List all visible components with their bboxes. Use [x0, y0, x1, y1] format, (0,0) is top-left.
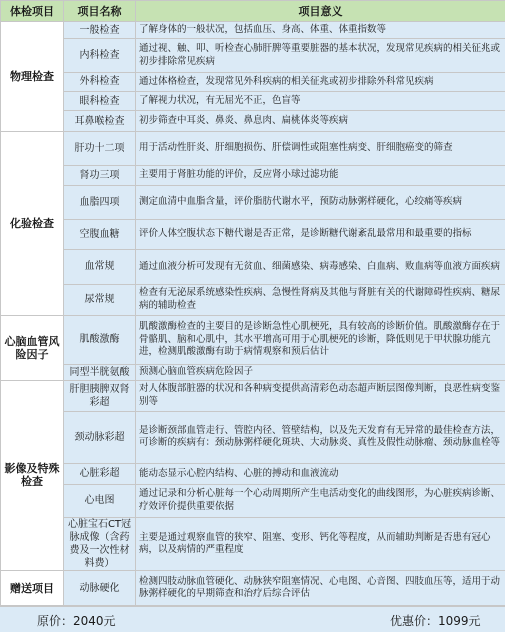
- item-meaning-cell: 测定血清中血脂含量，评价脂肪代谢水平，预防动脉粥样硬化，心绞痛等疾病: [136, 185, 505, 220]
- item-name-cell: 空腹血糖: [64, 220, 136, 249]
- table-row: [1, 485, 505, 518]
- table-body: [1, 22, 505, 606]
- table-row: [1, 166, 505, 185]
- item-meaning-cell: 是诊断颈部血管走行、管腔内径、管壁结构，以及先天发育有无异常的最佳检查方法，可诊断的疾病有：颈动脉粥样硬化斑块、大动脉炎、真性及假性动脉瘤、颈动脉血栓等: [136, 412, 505, 464]
- price-footer: [0, 606, 505, 632]
- item-meaning-cell: 对人体腹部脏器的状况和各种病变提供高清彩色动态超声断层图像判断，良恶性病变鉴别等: [136, 380, 505, 411]
- item-name-cell: 肌酸激酶: [64, 315, 136, 365]
- item-meaning-cell: 肌酸激酶检查的主要目的是诊断急性心肌梗死，具有较高的诊断价值。肌酸激酶存在于骨骼肌、脑和心肌中，其水平增高可用于心肌梗死的诊断，降低则见于甲状腺功能亢进，检测肌酸激酶有助于病情观察和预后估计: [136, 315, 505, 365]
- table-row: [1, 571, 505, 606]
- table-row: [1, 220, 505, 249]
- item-meaning-cell: 通过记录和分析心脏每一个心动周期所产生电活动变化的曲线图形，为心脏疾病诊断、疗效评价提供重要依据: [136, 485, 505, 518]
- item-meaning-cell: 主要是通过观察血管的狭窄、阻塞、变形、钙化等程度，从而辅助判断是否患有冠心病，以及病情的严重程度: [136, 517, 505, 571]
- table-row: [1, 111, 505, 131]
- item-meaning-cell: 通过血液分析可发现有无贫血、细菌感染、病毒感染、白血病、败血病等血液方面疾病: [136, 249, 505, 285]
- table-row: [1, 185, 505, 220]
- item-name-cell: 外科检查: [64, 72, 136, 91]
- item-meaning-cell: 了解身体的一般状况，包括血压、身高、体重、体重指数等: [136, 22, 505, 39]
- item-name-cell: 尿常规: [64, 285, 136, 315]
- item-name-cell: 心脏宝石CT冠脉成像（含药费及一次性材料费）: [64, 517, 136, 571]
- table-row: [1, 92, 505, 111]
- item-name-cell: 肝胆胰脾双肾彩超: [64, 380, 136, 411]
- item-name-cell: 肾功三项: [64, 166, 136, 185]
- table-row: [1, 463, 505, 484]
- sale-price: 优惠价：1099元: [390, 612, 481, 629]
- table-row: [1, 365, 505, 380]
- category-cell: 物理检查: [1, 22, 64, 132]
- category-cell: 化验检查: [1, 131, 64, 315]
- table-row: [1, 315, 505, 365]
- item-meaning-cell: 评价人体空腹状态下糖代谢是否正常，是诊断糖代谢紊乱最常用和最重要的指标: [136, 220, 505, 249]
- item-name-cell: 动脉硬化: [64, 571, 136, 606]
- table-row: [1, 131, 505, 166]
- item-meaning-cell: 检查有无泌尿系统感染性疾病、急慢性肾病及其他与肾脏有关的代谢障碍性疾病、糖尿病的辅助检查: [136, 285, 505, 315]
- item-meaning-cell: 了解视力状况，有无屈光不正，色盲等: [136, 92, 505, 111]
- item-name-cell: 内科检查: [64, 39, 136, 73]
- item-name-cell: 血常规: [64, 249, 136, 285]
- item-meaning-cell: 用于活动性肝炎、肝细胞损伤、肝偿调性或阻塞性病变、肝细胞癌变的筛查: [136, 131, 505, 166]
- category-cell: 赠送项目: [1, 571, 64, 606]
- item-name-cell: 眼科检查: [64, 92, 136, 111]
- category-cell: 影像及特殊检查: [1, 380, 64, 571]
- item-name-cell: 耳鼻喉检查: [64, 111, 136, 131]
- item-name-cell: 心电图: [64, 485, 136, 518]
- item-name-cell: 血脂四项: [64, 185, 136, 220]
- item-name-cell: 一般检查: [64, 22, 136, 39]
- table-row: [1, 517, 505, 571]
- header-meaning: 项目意义: [136, 1, 505, 22]
- item-meaning-cell: 通过体格检查，发现常见外科疾病的相关征兆或初步排除外科常见疾病: [136, 72, 505, 91]
- item-meaning-cell: 主要用于肾脏功能的评价，反应肾小球过滤功能: [136, 166, 505, 185]
- category-cell: 心脑血管风险因子: [1, 315, 64, 380]
- table-row: [1, 380, 505, 411]
- table-row: [1, 22, 505, 39]
- item-meaning-cell: 检测四肢动脉血管硬化、动脉狭窄阻塞情况、心电图、心音图、四肢血压等，适用于动脉粥样硬化的早期筛查和治疗后综合评估: [136, 571, 505, 606]
- table-header-row: [1, 1, 505, 22]
- table-row: [1, 285, 505, 315]
- table-row: [1, 412, 505, 464]
- table-row: [1, 249, 505, 285]
- item-name-cell: 肝功十二项: [64, 131, 136, 166]
- item-name-cell: 心脏彩超: [64, 463, 136, 484]
- item-meaning-cell: 预测心脑血管疾病危险因子: [136, 365, 505, 380]
- item-name-cell: 同型半胱氨酸: [64, 365, 136, 380]
- table-row: [1, 39, 505, 73]
- table-row: [1, 72, 505, 91]
- header-category: 体检项目: [1, 1, 64, 22]
- item-meaning-cell: 能动态显示心腔内结构、心脏的搏动和血液流动: [136, 463, 505, 484]
- item-meaning-cell: 通过视、触、叩、听检查心肺肝脾等重要脏器的基本状况，发现常见疾病的相关征兆或初步排除常见疾病: [136, 39, 505, 73]
- item-meaning-cell: 初步筛查中耳炎、鼻炎、鼻息肉、扁桃体炎等疾病: [136, 111, 505, 131]
- header-item-name: 项目名称: [64, 1, 136, 22]
- item-name-cell: 颈动脉彩超: [64, 412, 136, 464]
- original-price: 原价：2040元: [37, 612, 116, 629]
